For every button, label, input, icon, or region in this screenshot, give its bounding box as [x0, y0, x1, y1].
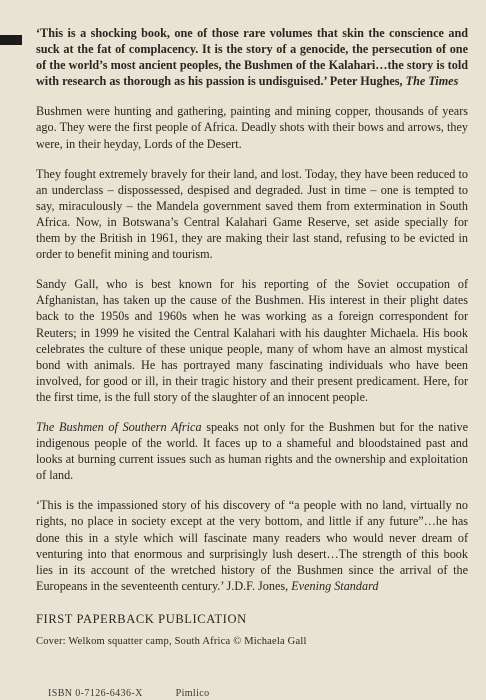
- review-quote-times: [36, 25, 468, 89]
- review-quote-evening-standard: [36, 497, 468, 594]
- isbn-line: [48, 688, 240, 699]
- blurb-paragraph-3: Sandy Gall, who is best known for his reporting of the Soviet occupation of Afghanistan, has taken up the cause of the Bushmen. His interest in their plight dates back to the 1950s and 1960s when he was working as a foreign correspondent for Reuters; in 1999 he visited the Central Kalahari with his daughter Michaela. His book celebrates the culture of these unique people, many of whom have an almost mystical bond with animals. He has portrayed many fascinating individuals who have been involved, for good or ill, in their tragic history and their present predicament. Here, for the first time, is the full story of the slaughter of an innocent people.: [36, 277, 468, 404]
- publication-notice: FIRST PAPERBACK PUBLICATION: [36, 611, 247, 626]
- quote-text: ‘This is the impassioned story of his discovery of “a people with no land, virtually no rights, no place in society except at the very bottom, and little if any future”…he has done this in a style which will fascinate many readers who would never dream of venturing into that enormous and surprisingly lush desert…The strength of this book lies in its account of the wretched history of the Bushmen since the arrival of the Europeans in the seventeenth century.’ J.D.F. Jones,: [36, 498, 468, 593]
- quote-source: Evening Standard: [291, 578, 379, 593]
- section-marker-bar: [0, 35, 22, 45]
- blurb-paragraph-4: [36, 419, 468, 483]
- isbn-number: ISBN 0-7126-6436-X: [48, 688, 143, 699]
- quote-text: ‘This is a shocking book, one of those rare volumes that skin the conscience and suck at the fat of complacency. It is the story of a genocide, the persecution of one of the world’s most ancient peoples, the Bushmen of the Kalahari…the story is told with research as thorough as his passion is undisguised.’ Peter Hughes,: [36, 26, 468, 89]
- blurb-paragraph-1: Bushmen were hunting and gathering, painting and mining copper, thousands of years ago. They were the first people of Africa. Deadly shots with their bows and arrows, they were, in their heyday, Lords of the Desert.: [36, 104, 468, 151]
- book-title: The Bushmen of Southern Africa: [36, 419, 202, 434]
- publisher-name: Pimlico: [175, 688, 210, 699]
- cover-credit: Cover: Welkom squatter camp, South Africa © Michaela Gall: [36, 635, 307, 647]
- blurb-paragraph-2: They fought extremely bravely for their land, and lost. Today, they have been reduced to an underclass – dispossessed, despised and degraded. Just in time – one is tempted to say, miraculously – the Mandela government saved them from extermination in South Africa. Now, in Botswana’s Central Kalahari Game Reserve, set aside specially for them by the British in 1961, they are making their last stand, refusing to be evicted in order to benefit mining and tourism.: [36, 166, 468, 262]
- quote-source: The Times: [405, 74, 459, 89]
- paragraph-text: speaks not only for the Bushmen but for the native indigenous people of the world. It faces up to a shameful and bloodstained past and looks at burning current issues such as human rights and the ownership and exploitation of land.: [36, 419, 468, 483]
- back-cover-text: [36, 25, 468, 647]
